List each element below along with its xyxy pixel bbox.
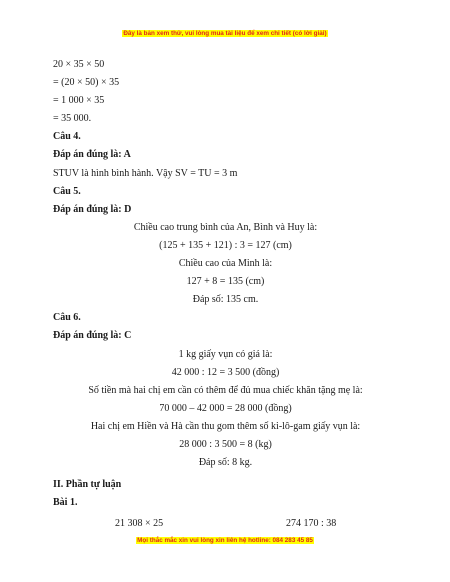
final-answer: Đáp số: 8 kg. — [198, 457, 253, 469]
hotline-banner — [0, 536, 450, 545]
preview-notice-banner — [0, 29, 450, 38]
bai1-expression-b: 274 170 : 38 — [286, 518, 337, 530]
calc-line: = 1 000 × 35 — [53, 95, 105, 107]
solution-step: Hai chị em Hiền và Hà cần thu gom thêm số ki-lô-gam giấy vụn là: — [90, 420, 361, 432]
hotline-text: Mọi thắc mắc xin vui lòng xin liên hệ hotline: 084 283 45 85 — [137, 537, 313, 544]
section-heading: II. Phần tự luận — [53, 478, 122, 490]
answer-line: Đáp án đúng là: C — [53, 330, 132, 342]
bai1-expressions — [53, 515, 398, 533]
solution-step: 28 000 : 3 500 = 8 (kg) — [179, 438, 272, 450]
solution-step: 70 000 – 42 000 = 28 000 (đồng) — [159, 402, 292, 414]
question-heading: Câu 4. — [53, 131, 81, 143]
final-answer: Đáp số: 135 cm. — [192, 294, 259, 306]
solution-step: (125 + 135 + 121) : 3 = 127 (cm) — [159, 239, 292, 251]
calc-line: = (20 × 50) × 35 — [53, 77, 120, 89]
explanation-line: STUV là hình bình hành. Vậy SV = TU = 3 m — [53, 167, 238, 179]
solution-step: 1 kg giấy vụn có giá là: — [178, 348, 273, 360]
solution-step: Chiều cao trung bình của An, Bình và Huy là: — [133, 221, 318, 233]
question-heading: Bài 1. — [53, 496, 78, 508]
solution-step: 42 000 : 12 = 3 500 (đồng) — [171, 366, 280, 378]
calc-line: 20 × 35 × 50 — [53, 59, 105, 70]
question-heading: Câu 6. — [53, 312, 81, 324]
preview-notice-text: Đây là bản xem thử, vui lòng mua tài liệu để xem chi tiết (có lời giải) — [123, 30, 327, 37]
question-heading: Câu 5. — [53, 185, 81, 197]
solution-step: Số tiền mà hai chị em cần có thêm để đủ mua chiếc khăn tặng mẹ là: — [88, 384, 363, 396]
solution-step: 127 + 8 = 135 (cm) — [186, 276, 265, 288]
answer-line: Đáp án đúng là: A — [53, 149, 131, 161]
solution-step: Chiều cao của Minh là: — [178, 258, 273, 270]
bai1-expression-a: 21 308 × 25 — [115, 518, 164, 530]
answer-line: Đáp án đúng là: D — [53, 203, 132, 215]
solution-content — [53, 56, 398, 533]
calc-line: = 35 000. — [53, 113, 92, 125]
